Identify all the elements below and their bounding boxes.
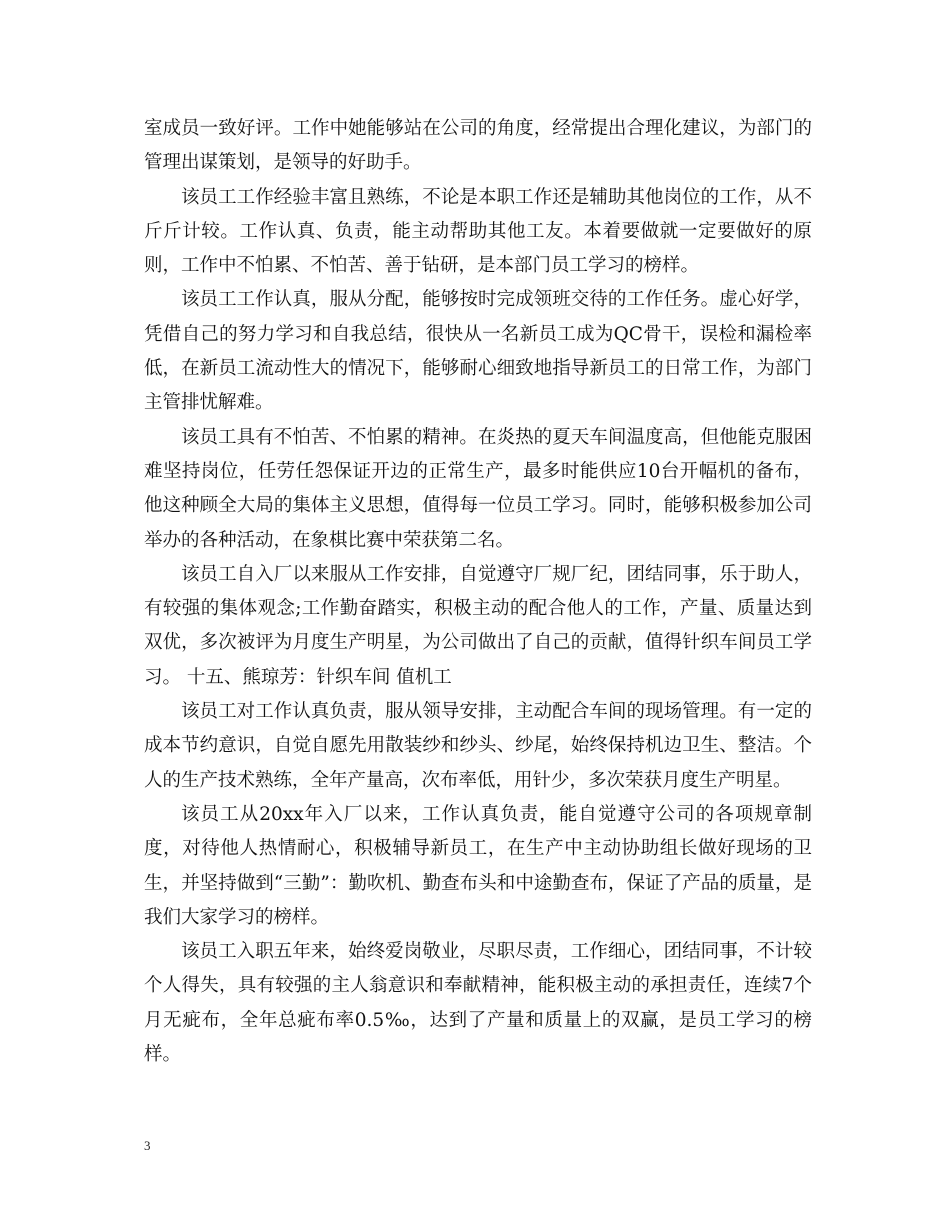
page-number: 3 [144, 1138, 151, 1153]
paragraph-5: 该员工自入厂以来服从工作安排，自觉遵守厂规厂纪，团结同事，乐于助人，有较强的集体观念;工作勤奋踏实，积极主动的配合他人的工作，产量、质量达到双优，多次被评为月度生产明星，为公司做出了自己的贡献，值得针织车间员工学习。 十五、熊琼芳：针织车间 值机工 [144, 563, 812, 688]
paragraph-2: 该员工工作经验丰富且熟练，不论是本职工作还是辅助其他岗位的工作，从不斤斤计较。工作认真、负责，能主动帮助其他工友。本着要做就一定要做好的原则，工作中不怕累、不怕苦、善于钻研，是本部门员工学习的榜样。 [144, 186, 812, 277]
paragraph-4: 该员工具有不怕苦、不怕累的精神。在炎热的夏天车间温度高，但他能克服困难坚持岗位，任劳任怨保证开边的正常生产，最多时能供应10台开幅机的备布，他这种顾全大局的集体主义思想，值得每一位员工学习。同时，能够积极参加公司举办的各种活动，在象棋比赛中荣获第二名。 [144, 426, 812, 551]
paragraph-6: 该员工对工作认真负责，服从领导安排，主动配合车间的现场管理。有一定的成本节约意识，自觉自愿先用散装纱和纱头、纱尾，始终保持机边卫生、整洁。个人的生产技术熟练，全年产量高，次布率低，用针少，多次荣获月度生产明星。 [144, 701, 812, 791]
paragraph-1: 室成员一致好评。工作中她能够站在公司的角度，经常提出合理化建议，为部门的管理出谋策划，是领导的好助手。 [144, 118, 812, 174]
document-body [144, 112, 812, 1072]
paragraph-8: 该员工入职五年来，始终爱岗敬业，尽职尽责，工作细心，团结同事，不计较个人得失，具有较强的主人翁意识和奉献精神，能积极主动的承担责任，连续7个月无疵布，全年总疵布率0.5‰，达到了产量和质量上的双赢，是员工学习的榜样。 [144, 941, 812, 1066]
paragraph-3: 该员工工作认真，服从分配，能够按时完成领班交待的工作任务。虚心好学，凭借自己的努力学习和自我总结，很快从一名新员工成为QC骨干，误检和漏检率低，在新员工流动性大的情况下，能够耐心细致地指导新员工的日常工作，为部门主管排忧解难。 [144, 289, 812, 414]
paragraph-7: 该员工从20xx年入厂以来，工作认真负责，能自觉遵守公司的各项规章制度，对待他人热情耐心，积极辅导新员工，在生产中主动协助组长做好现场的卫生，并坚持做到“三勤”：勤吹机、勤查布头和中途勤查布，保证了产品的质量，是我们大家学习的榜样。 [144, 803, 812, 928]
